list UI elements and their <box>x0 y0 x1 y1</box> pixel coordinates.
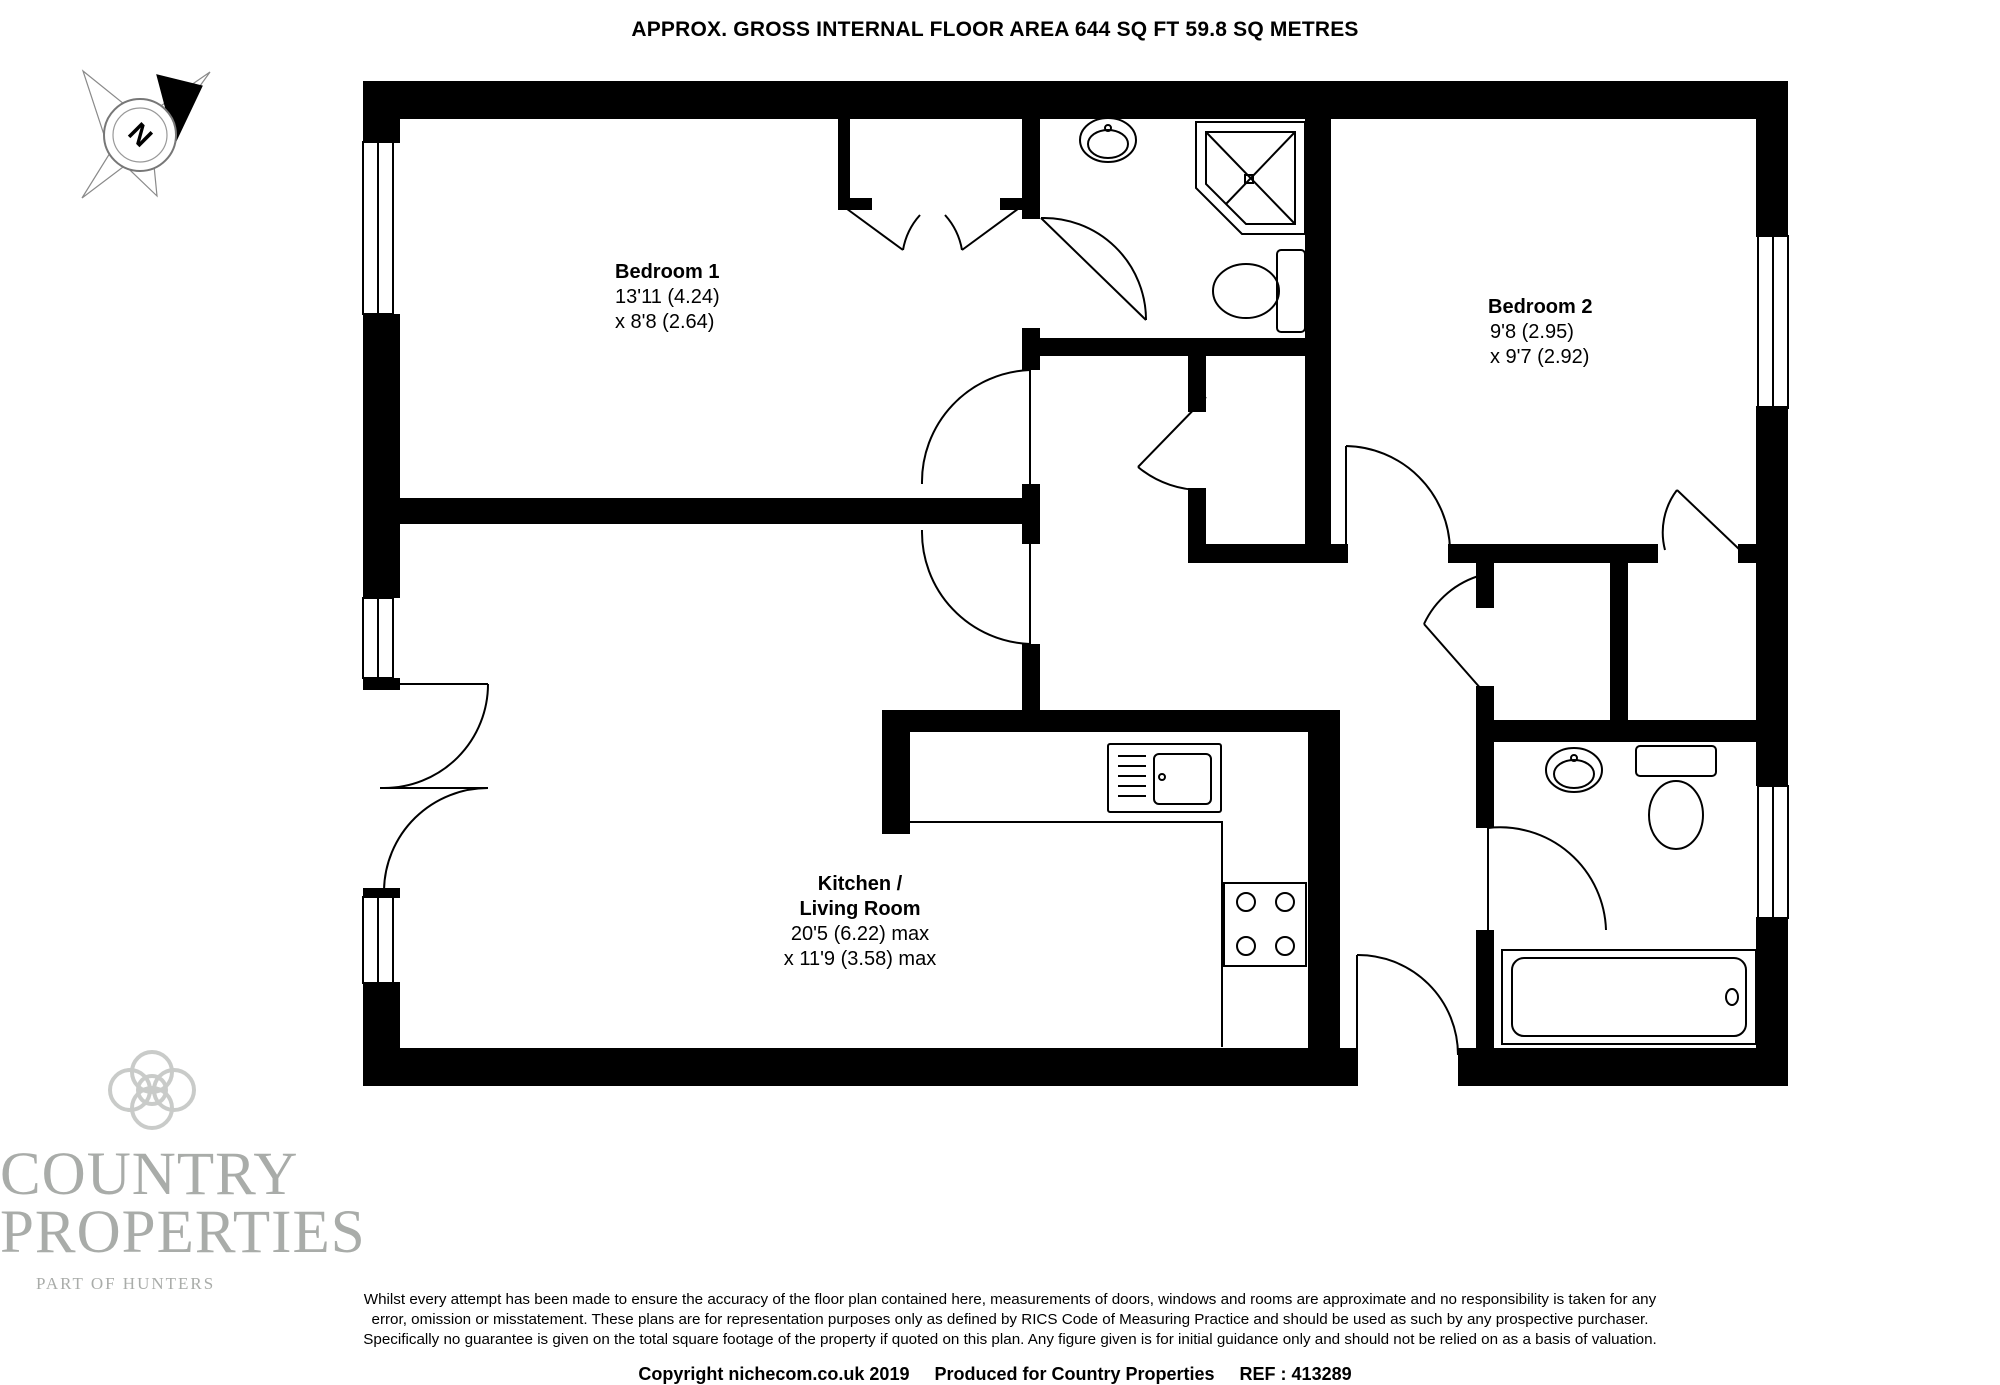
room-dimension: 20'5 (6.22) max <box>790 923 930 945</box>
disclaimer-line: Whilst every attempt has been made to ensure the accuracy of the floor plan contained here, measurements of doors, windows and rooms are approximate and no responsibility is taken for any <box>363 1291 1657 1308</box>
reference-text: REF : 413289 <box>1239 1364 1352 1384</box>
compass-north-letter: N <box>122 116 159 153</box>
company-logo <box>0 1050 366 1294</box>
walls <box>363 81 1788 1086</box>
room-dimension: 9'8 (2.95) <box>1490 321 1574 343</box>
room-dimension: x 8'8 (2.64) <box>615 311 715 333</box>
logo-line-properties: PROPERTIES <box>0 1199 366 1266</box>
copyright-text: Copyright nichecom.co.uk 2019 <box>638 1364 910 1384</box>
logo-emblem-icon <box>84 1050 224 1140</box>
room-name: Bedroom 2 <box>1488 296 1593 318</box>
logo-line-country: COUNTRY <box>0 1141 299 1208</box>
room-name: Living Room <box>799 898 921 920</box>
room-dimension: x 9'7 (2.92) <box>1490 346 1590 368</box>
room-dimension: 13'11 (4.24) <box>615 286 720 308</box>
room-label-bedroom-2 <box>1488 295 1592 370</box>
disclaimer <box>180 1290 1840 1350</box>
floor-area-heading: APPROX. GROSS INTERNAL FLOOR AREA 644 SQ FT 59.8 SQ METRES <box>631 18 1359 41</box>
disclaimer-line: error, omission or misstatement. These plans are for representation purposes only as defined by RICS Code of Measuring Practice and should be used as such by any prospective purchaser. <box>371 1311 1649 1328</box>
disclaimer-line: Specifically no guarantee is given on the total square footage of the property if quoted on this plan. Any figure given is for initial guidance only and should not be relied on as a basis of valuation. <box>363 1331 1657 1348</box>
room-dimension: x 11'9 (3.58) max <box>783 948 937 970</box>
room-label-kitchen-living <box>760 872 960 972</box>
compass-icon <box>82 71 210 198</box>
room-name: Kitchen / <box>817 873 903 895</box>
room-name: Bedroom 1 <box>615 261 720 283</box>
logo-line-hunters: PART OF HUNTERS <box>36 1274 216 1293</box>
fixtures <box>363 118 1788 1055</box>
room-label-bedroom-1 <box>615 260 720 335</box>
produced-for-text: Produced for Country Properties <box>934 1364 1215 1384</box>
